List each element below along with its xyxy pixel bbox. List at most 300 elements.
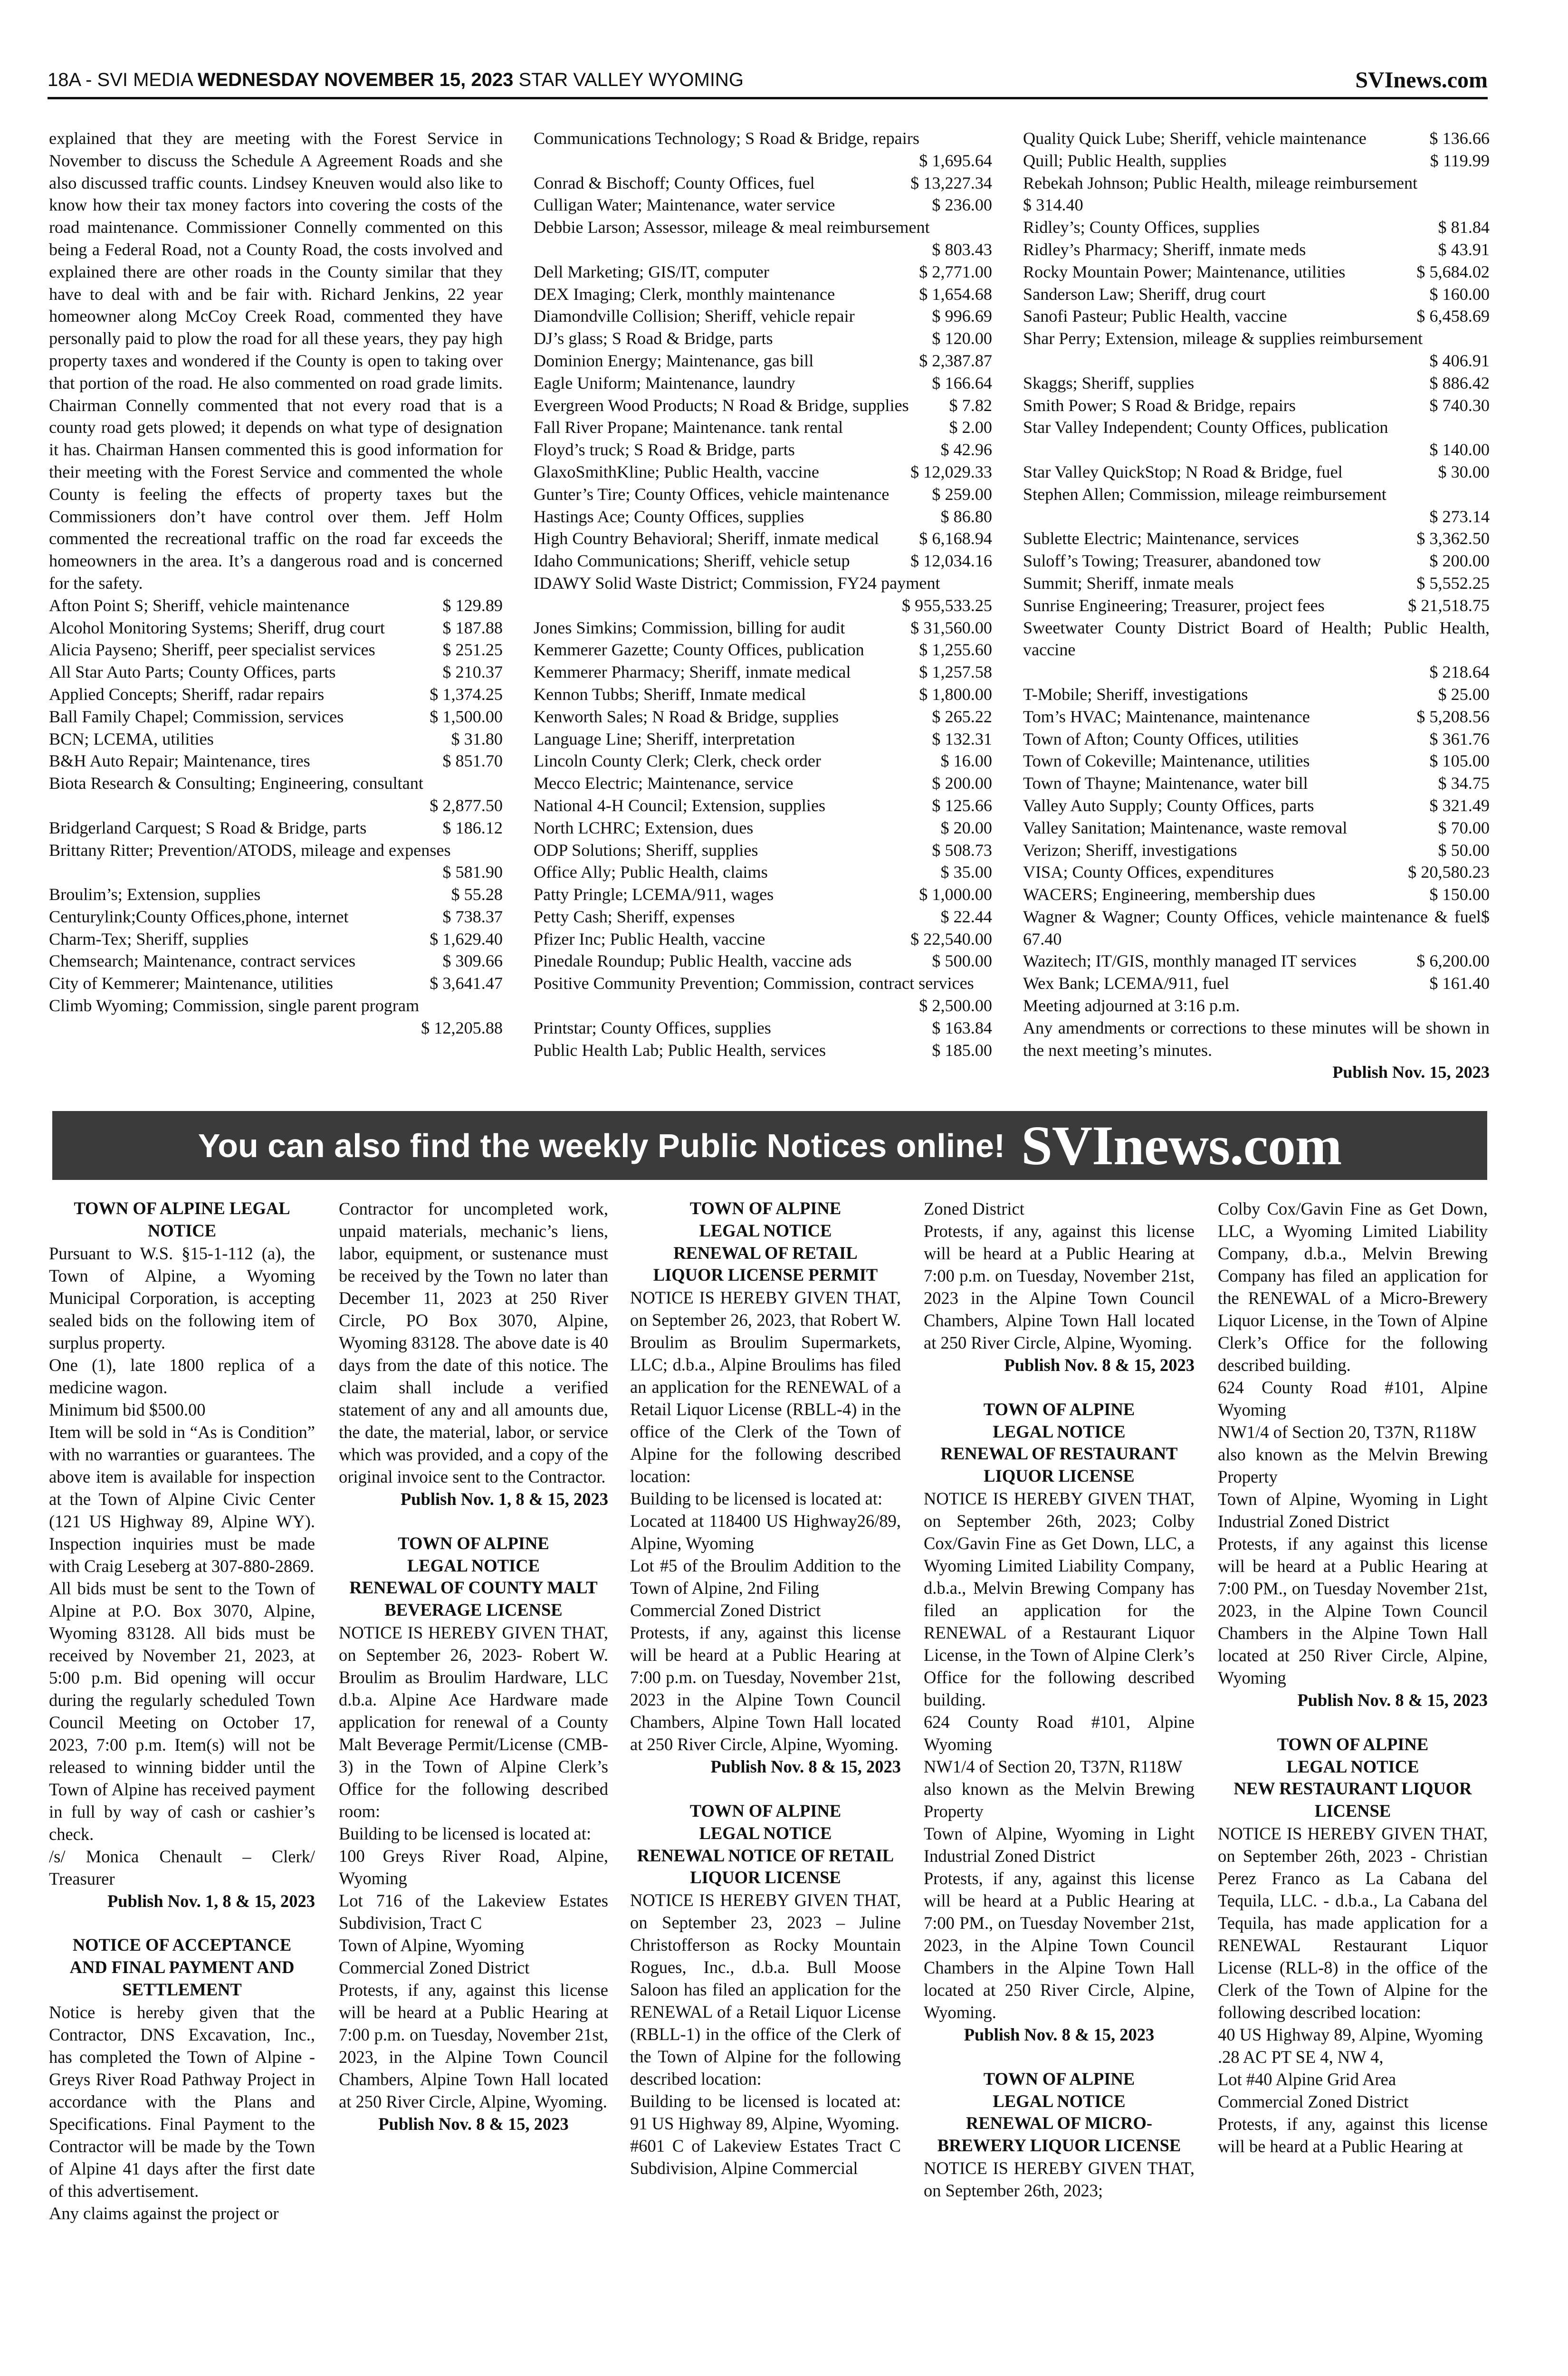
expense-entry bbox=[49, 683, 503, 706]
expense-entry bbox=[534, 906, 992, 928]
notice-text: 624 County Road #101, Alpine Wyoming bbox=[1218, 1378, 1488, 1419]
expense-entry bbox=[534, 772, 992, 795]
notice-heading: LIQUOR LICENSE bbox=[984, 1466, 1135, 1486]
expense-entry bbox=[1023, 216, 1490, 239]
expense-description: Petty Cash; Sheriff, expenses bbox=[534, 907, 735, 926]
expense-amount: $ 136.66 bbox=[1429, 129, 1490, 148]
notice-text: One (1), late 1800 replica of a medicine wagon. bbox=[49, 1355, 315, 1397]
notice-heading: LEGAL NOTICE bbox=[993, 1421, 1126, 1441]
expense-description: Office Ally; Public Health, claims bbox=[534, 862, 768, 882]
expense-entry bbox=[49, 972, 503, 995]
expense-entry bbox=[1023, 972, 1490, 995]
notice-text: Lot 716 of the Lakeview Estates Subdivision, Tract C bbox=[339, 1890, 608, 1933]
banner-text: You can also find the weekly Public Notices online! bbox=[198, 1127, 1005, 1164]
expense-description: National 4-H Council; Extension, supplies bbox=[534, 795, 826, 815]
notice-text: NOTICE IS HEREBY GIVEN THAT, on September 26th, 2023; bbox=[924, 2158, 1195, 2200]
header-rule bbox=[48, 97, 1488, 99]
expense-amount: $ 185.00 bbox=[932, 1040, 992, 1060]
expense-entry bbox=[534, 839, 992, 862]
notice-text: Protests, if any, against this license will be heard at a Public Hearing at 7:00 p.m. on Tuesday, November 21st, 2023 in the Alpine Town Council Chambers, Alpine Town Hall located at 250 River Circle, Alpine, Wyoming. bbox=[924, 1221, 1195, 1352]
expense-amount: $ 186.12 bbox=[442, 818, 503, 837]
expense-entry bbox=[534, 550, 992, 572]
expense-entry: Sweetwater County District Board of Health; Public Health, vaccine bbox=[1023, 618, 1490, 660]
expense-description: Ridley’s; County Offices, supplies bbox=[1023, 218, 1260, 237]
expense-description: Quality Quick Lube; Sheriff, vehicle maintenance bbox=[1023, 129, 1367, 148]
notice-text: Lot #5 of the Broulim Addition to the Town of Alpine, 2nd Filing bbox=[630, 1556, 901, 1598]
expense-description: WACERS; Engineering, membership dues bbox=[1023, 885, 1316, 904]
expense-amount: $ 3,641.47 bbox=[430, 974, 503, 993]
expense-amount: $ 140.00 bbox=[1429, 440, 1490, 460]
expense-entry bbox=[1023, 150, 1490, 172]
expense-amount: $ 321.49 bbox=[1429, 795, 1490, 815]
notice-heading: LICENSE bbox=[1314, 1801, 1391, 1821]
expense-description: Kenworth Sales; N Road & Bridge, supplies bbox=[534, 707, 839, 726]
notice-text: NOTICE IS HEREBY GIVEN THAT, on September 26th, 2023 - Christian Perez Franco as La Cabana del Tequila, LLC. - d.b.a., La Cabana del Tequila, has made application for a RENEWAL Restaurant Liquor License (RLL-8) in the office of the Clerk of the Town of Alpine for the following described location: bbox=[1218, 1823, 1488, 2022]
amendments-note: Any amendments or corrections to these minutes will be shown in the next meeting’s minutes. bbox=[1023, 1018, 1490, 1060]
expense-entry bbox=[534, 1017, 992, 1039]
expense-description: B&H Auto Repair; Maintenance, tires bbox=[49, 751, 310, 771]
expense-amount: $ 20,580.23 bbox=[1408, 862, 1490, 882]
expense-description: Centurylink;County Offices,phone, internet bbox=[49, 907, 349, 926]
expense-entry bbox=[49, 639, 503, 661]
expense-description: Gunter’s Tire; County Offices, vehicle maintenance bbox=[534, 484, 889, 504]
header-site[interactable]: SVInews.com bbox=[1355, 67, 1488, 93]
expense-amount: $ 218.64 bbox=[1429, 662, 1490, 682]
expense-amount: $ 166.64 bbox=[932, 373, 992, 393]
publish-line: Publish Nov. 8 & 15, 2023 bbox=[964, 2024, 1155, 2044]
notice-text: Building to be licensed is located at: bbox=[339, 1823, 592, 1843]
expense-description: Sunrise Engineering; Treasurer, project fees bbox=[1023, 595, 1325, 615]
expense-amount: $ 5,684.02 bbox=[1416, 262, 1490, 281]
expense-amount: $ 309.66 bbox=[442, 951, 503, 971]
header-location: STAR VALLEY WYOMING bbox=[513, 69, 744, 90]
expense-amount: $ 406.91 bbox=[1429, 351, 1490, 370]
expense-description: Idaho Communications; Sheriff, vehicle setup bbox=[534, 551, 850, 571]
expense-description: DJ’s glass; S Road & Bridge, parts bbox=[534, 329, 773, 348]
expense-amount: $ 508.73 bbox=[932, 840, 992, 860]
notice-text: Protests, if any against this license will be heard at a Public Hearing at 7:00 PM., on Tuesday November 21st, 2023, in the Alpine Town Council Chambers in the Alpine Town Hall located at 250 River Circle, Alpine, Wyoming bbox=[1218, 1534, 1488, 1687]
notice-heading: TOWN OF ALPINE bbox=[983, 1399, 1135, 1419]
expense-amount: $ 803.43 bbox=[932, 240, 992, 259]
expense-amount: $ 236.00 bbox=[932, 195, 992, 215]
expense-amount: $ 129.89 bbox=[442, 595, 503, 615]
expense-description: Tom’s HVAC; Maintenance, maintenance bbox=[1023, 707, 1310, 726]
expense-amount: $ 31,560.00 bbox=[910, 618, 992, 637]
expense-entry: Brittany Ritter; Prevention/ATODS, mileage and expenses bbox=[49, 840, 451, 860]
expense-amount: $ 132.31 bbox=[932, 729, 992, 748]
expense-list-1 bbox=[49, 594, 503, 1039]
notice-heading: BEVERAGE LICENSE bbox=[384, 1600, 563, 1620]
header-dateline bbox=[48, 69, 744, 91]
publish-line: Publish Nov. 8 & 15, 2023 bbox=[378, 2114, 569, 2134]
expense-amount: $ 581.90 bbox=[442, 862, 503, 882]
expense-entry bbox=[534, 327, 992, 350]
expense-amount: $ 31.80 bbox=[451, 729, 503, 748]
expense-amount: $ 161.40 bbox=[1429, 974, 1490, 993]
expense-entry bbox=[534, 461, 992, 483]
expense-amount: $ 1,654.68 bbox=[919, 284, 992, 304]
notice-text: Zoned District bbox=[924, 1199, 1024, 1218]
expense-entry: IDAWY Solid Waste District; Commission, FY24 payment bbox=[534, 573, 940, 593]
notice-text: Lot #40 Alpine Grid Area bbox=[1218, 2069, 1396, 2089]
expense-entry bbox=[1023, 283, 1490, 306]
notice-heading: TOWN OF ALPINE bbox=[1277, 1734, 1429, 1754]
expense-description: Ball Family Chapel; Commission, services bbox=[49, 707, 344, 726]
expense-entry bbox=[534, 661, 992, 683]
publish-line: Publish Nov. 15, 2023 bbox=[1332, 1063, 1490, 1082]
expense-amount: $ 81.84 bbox=[1438, 218, 1490, 237]
expense-entry bbox=[534, 639, 992, 661]
publish-line: Publish Nov. 1, 8 & 15, 2023 bbox=[107, 1891, 315, 1911]
expense-amount: $ 12,034.16 bbox=[910, 551, 992, 571]
expense-entry bbox=[1023, 728, 1490, 750]
notice-text: 100 Greys River Road, Alpine, Wyoming bbox=[339, 1846, 608, 1888]
notice-text: Commercial Zoned District bbox=[1218, 2091, 1409, 2111]
expense-entry bbox=[49, 617, 503, 639]
expense-amount: $ 7.82 bbox=[949, 395, 992, 415]
expense-description: Town of Thayne; Maintenance, water bill bbox=[1023, 774, 1308, 793]
expense-description: Town of Cokeville; Maintenance, utilities bbox=[1023, 751, 1310, 771]
expense-entry: Communications Technology; S Road & Bridge, repairs bbox=[534, 129, 919, 148]
notice-text: Protests, if any, against this license will be heard at a Public Hearing at 7:00 PM., on Tuesday November 21st, 2023, in the Alpine Town Council Chambers in the Alpine Town Hall located at 250 River Circle, Alpine, Wyoming. bbox=[924, 1868, 1195, 2022]
expense-entry bbox=[1023, 683, 1490, 706]
notice-text: All bids must be sent to the Town of Alpine at P.O. Box 3070, Alpine, Wyoming 83128. All bids must be received by November 21, 2023, at 5:00 p.m. Bid opening will occur during the regularly scheduled Town Council Meeting on October 17, 2023, 7:00 p.m. Item(s) will not be released to winning bidder until the Town of Alpine has received payment in full by way of cash or cashier’s check. bbox=[49, 1578, 315, 1844]
notice-heading: TOWN OF ALPINE LEGAL bbox=[74, 1198, 290, 1218]
expense-description: Wazitech; IT/GIS, monthly managed IT services bbox=[1023, 951, 1357, 971]
expense-entry bbox=[534, 527, 992, 550]
expense-amount: $ 187.88 bbox=[442, 618, 503, 637]
notice-heading: RENEWAL OF COUNTY MALT bbox=[349, 1578, 598, 1598]
expense-entry bbox=[49, 950, 503, 972]
expense-amount: $ 1,000.00 bbox=[919, 885, 992, 904]
expense-amount: $ 6,168.94 bbox=[919, 529, 992, 548]
expense-amount: $ 42.96 bbox=[940, 440, 992, 460]
expense-entry bbox=[49, 906, 503, 928]
expense-description: BCN; LCEMA, utilities bbox=[49, 729, 214, 748]
expense-description: Fall River Propane; Maintenance. tank rental bbox=[534, 418, 843, 437]
expense-entry bbox=[1023, 572, 1490, 594]
expense-amount: $ 886.42 bbox=[1429, 373, 1490, 393]
expense-description: Applied Concepts; Sheriff, radar repairs bbox=[49, 684, 325, 704]
expense-amount: $ 12,029.33 bbox=[910, 462, 992, 481]
expense-entry bbox=[534, 194, 992, 216]
notice-heading: TOWN OF ALPINE bbox=[689, 1801, 841, 1820]
expense-amount: $ 955,533.25 bbox=[902, 595, 992, 615]
expense-amount: $ 50.00 bbox=[1438, 840, 1490, 860]
expense-description: Wex Bank; LCEMA/911, fuel bbox=[1023, 974, 1229, 993]
expense-entry bbox=[1023, 127, 1490, 150]
page-header bbox=[48, 65, 1488, 95]
expense-entry bbox=[534, 861, 992, 883]
expense-entry bbox=[49, 728, 503, 750]
expense-description: High Country Behavioral; Sheriff, inmate medical bbox=[534, 529, 879, 548]
expense-amount: $ 3,362.50 bbox=[1416, 529, 1490, 548]
notice-heading: LEGAL NOTICE bbox=[1286, 1756, 1419, 1776]
expense-amount: $ 34.75 bbox=[1438, 774, 1490, 793]
expense-description: Afton Point S; Sheriff, vehicle maintenance bbox=[49, 595, 350, 615]
expense-list-3 bbox=[1023, 127, 1490, 995]
meeting-adjourned: Meeting adjourned at 3:16 p.m. bbox=[1023, 996, 1240, 1016]
expense-amount: $ 200.00 bbox=[1429, 551, 1490, 571]
expense-amount: $ 738.37 bbox=[442, 907, 503, 926]
expense-entry bbox=[1023, 394, 1490, 417]
notice-heading: AND FINAL PAYMENT AND bbox=[69, 1957, 295, 1977]
expense-entry: Stephen Allen; Commission, mileage reimbursement bbox=[1023, 484, 1386, 504]
expense-amount: $ 70.00 bbox=[1438, 818, 1490, 837]
expense-entry bbox=[534, 883, 992, 906]
notice-text: NW1/4 of Section 20, T37N, R118W bbox=[1218, 1422, 1477, 1442]
notice-heading: LEGAL NOTICE bbox=[407, 1555, 540, 1575]
expense-amount: $ 86.80 bbox=[940, 507, 992, 526]
notice-text: Item will be sold in “As is Condition” with no warranties or guarantees. The above item is available for inspection at the Town of Alpine Civic Center (121 US Highway 89, Alpine WY). Inspection inquiries must be made with Craig Leseberg at 307-880-2869. bbox=[49, 1422, 315, 1576]
expense-amount: $ 2,387.87 bbox=[919, 351, 992, 370]
expense-amount: $ 1,255.60 bbox=[919, 640, 992, 660]
expense-amount: $ 43.91 bbox=[1438, 240, 1490, 259]
expense-amount: $ 851.70 bbox=[442, 751, 503, 771]
publish-line: Publish Nov. 1, 8 & 15, 2023 bbox=[400, 1489, 608, 1509]
expense-amount: $ 2.00 bbox=[949, 418, 992, 437]
online-notices-banner[interactable] bbox=[52, 1111, 1487, 1180]
expense-amount: $ 150.00 bbox=[1429, 885, 1490, 904]
notice-text: Town of Alpine, Wyoming bbox=[339, 1935, 524, 1955]
expense-description: Kemmerer Pharmacy; Sheriff, inmate medical bbox=[534, 662, 851, 682]
notice-text: 40 US Highway 89, Alpine, Wyoming bbox=[1218, 2024, 1483, 2044]
notice-text: Minimum bid $500.00 bbox=[49, 1399, 206, 1419]
expense-amount: $ 1,800.00 bbox=[919, 684, 992, 704]
header-date: WEDNESDAY NOVEMBER 15, 2023 bbox=[197, 69, 514, 90]
notice-text: Commercial Zoned District bbox=[630, 1600, 821, 1620]
expense-description: Patty Pringle; LCEMA/911, wages bbox=[534, 885, 774, 904]
notice-heading: LIQUOR LICENSE PERMIT bbox=[653, 1265, 878, 1285]
expense-amount: $ 210.37 bbox=[442, 662, 503, 682]
expense-amount: $ 265.22 bbox=[932, 707, 992, 726]
expense-amount: $ 1,629.40 bbox=[430, 929, 503, 948]
publish-line: Publish Nov. 8 & 15, 2023 bbox=[1297, 1690, 1488, 1710]
expense-entry bbox=[534, 795, 992, 817]
expense-amount: $ 22.44 bbox=[940, 907, 992, 926]
expense-amount: $ 1,695.64 bbox=[919, 151, 992, 170]
notice-text: Building to be licensed is located at: 91 US Highway 89, Alpine, Wyoming. bbox=[630, 2091, 901, 2134]
expense-description: Conrad & Bischoff; County Offices, fuel bbox=[534, 173, 815, 192]
notice-text: NOTICE IS HEREBY GIVEN THAT, on September 26th, 2023; Colby Cox/Gavin Fine as Get Down, LLC, a Wyoming Limited Liability Company, d.b.a., Melvin Brewing Company has filed an application for the RENEWAL of a Restaurant Liquor License, in the Town of Alpine Clerk’s Office for the following described building. bbox=[924, 1488, 1195, 1709]
expense-amount: $ 163.84 bbox=[932, 1018, 992, 1037]
expense-description: Sanofi Pasteur; Public Health, vaccine bbox=[1023, 307, 1287, 326]
expense-description: Bridgerland Carquest; S Road & Bridge, parts bbox=[49, 818, 367, 837]
expense-entry: Wagner & Wagner; County Offices, vehicle maintenance & fuel$ 67.40 bbox=[1023, 907, 1490, 948]
expense-entry bbox=[49, 706, 503, 728]
notice-heading: LEGAL NOTICE bbox=[993, 2091, 1126, 2111]
expense-description: Charm-Tex; Sheriff, supplies bbox=[49, 929, 249, 948]
expense-description: VISA; County Offices, expenditures bbox=[1023, 862, 1274, 882]
minutes-column-3 bbox=[1023, 127, 1490, 1083]
expense-description: Rocky Mountain Power; Maintenance, utilities bbox=[1023, 262, 1346, 281]
expense-amount: $ 273.14 bbox=[1429, 507, 1490, 526]
expense-description: Summit; Sheriff, inmate meals bbox=[1023, 573, 1234, 593]
notice-text: Protests, if any, against this license will be heard at a Public Hearing at 7:00 p.m. on Tuesday, November 21st, 2023 in the Alpine Town Council Chambers, Alpine Town Hall located at 250 River Circle, Alpine, Wyoming. bbox=[630, 1623, 901, 1754]
expense-entry bbox=[1023, 817, 1490, 839]
expense-entry bbox=[534, 305, 992, 327]
expense-description: Star Valley QuickStop; N Road & Bridge, fuel bbox=[1023, 462, 1343, 481]
expense-description: Pinedale Roundup; Public Health, vaccine ads bbox=[534, 951, 852, 971]
notice-text: Protests, if any, against this license will be heard at a Public Hearing at bbox=[1218, 2114, 1488, 2156]
notices-column-3 bbox=[630, 1198, 901, 2179]
expense-description: Lincoln County Clerk; Clerk, check order bbox=[534, 751, 821, 771]
notice-text: Building to be licensed is located at: bbox=[630, 1489, 883, 1509]
expense-entry bbox=[1023, 461, 1490, 483]
expense-amount: $ 996.69 bbox=[932, 307, 992, 326]
expense-amount: $ 6,458.69 bbox=[1416, 307, 1490, 326]
expense-description: Evergreen Wood Products; N Road & Bridge, supplies bbox=[534, 395, 909, 415]
notice-text: NOTICE IS HEREBY GIVEN THAT, on September 26, 2023- Robert W. Broulim as Broulim Hardware, LLC d.b.a. Alpine Ace Hardware made application for renewal of a County Malt Beverage Permit/License (CMB-3) in the Town of Alpine Clerk’s Office for the following described room: bbox=[339, 1622, 608, 1821]
expense-amount: $ 120.00 bbox=[932, 329, 992, 348]
expense-entry bbox=[534, 817, 992, 839]
expense-entry bbox=[534, 750, 992, 772]
expense-entry bbox=[534, 350, 992, 372]
notices-column-2 bbox=[339, 1198, 608, 2135]
notice-text: /s/ Monica Chenault – Clerk/ Treasurer bbox=[49, 1846, 315, 1888]
expense-description: Broulim’s; Extension, supplies bbox=[49, 885, 261, 904]
minutes-paragraph: explained that they are meeting with the Forest Service in November to discuss the Schedule A Agreement Roads and she also discussed traffic counts. Lindsey Kneuven would also like to know how their tax money factors into covering the costs of the road maintenance. Commissioner Connelly commented on this being a Federal Road, not a County Road, the costs involved and explained there are other roads in the County similar that they have to deal with and be fair with. Richard Jenkins, 22 year homeowner along McCoy Creek Road, commented they have personally paid to plow the road for all these years, they pay high property taxes and wondered if the County is open to taking over that portion of the road. He also commented on road grade limits. Chairman Connelly commented that not every road that is a county road gets plowed; it depends on what type of designation it has. Chairman Hansen commented this is good information for their meeting with the Forest Service and commented the whole County is feeling the effects of property taxes but the Commissioners don’t have control over them. Jeff Holm commented the recreational traffic on the road far exceeds the homeowners in the area. It’s a dangerous road and is concerned for the safety. bbox=[49, 129, 503, 593]
expense-description: Dominion Energy; Maintenance, gas bill bbox=[534, 351, 814, 370]
expense-description: Ridley’s Pharmacy; Sheriff, inmate meds bbox=[1023, 240, 1306, 259]
expense-description: Kennon Tubbs; Sheriff, Inmate medical bbox=[534, 684, 806, 704]
expense-entry bbox=[534, 372, 992, 394]
notices-column-1 bbox=[49, 1198, 315, 2224]
expense-description: Chemsearch; Maintenance, contract services bbox=[49, 951, 356, 971]
expense-entry bbox=[1023, 772, 1490, 795]
expense-entry bbox=[49, 817, 503, 839]
notice-text: 624 County Road #101, Alpine Wyoming bbox=[924, 1712, 1195, 1754]
expense-amount: $ 1,500.00 bbox=[430, 707, 503, 726]
notice-text: Contractor for uncompleted work, unpaid materials, mechanic’s liens, labor, equipment, or sustenance must be received by the Town no later than December 11, 2023 at 250 River Circle, PO Box 3070, Alpine, Wyoming 83128. The above date is 40 days from the date of this notice. The claim shall include a verified statement of any and all amounts due, the date, the material, labor, or service which was provided, and a copy of the original invoice sent to the Contractor. bbox=[339, 1199, 608, 1486]
notice-text: Notice is hereby given that the Contractor, DNS Excavation, Inc., has completed the Town of Alpine - Greys River Road Pathway Project in accordance with the Plans and Specifications. Final Payment to the Contractor will be made by the Town of Alpine 41 days after the first date of this advertisement. bbox=[49, 2002, 315, 2201]
expense-amount: $ 6,200.00 bbox=[1416, 951, 1490, 971]
notice-text: Pursuant to W.S. §15-1-112 (a), the Town of Alpine, a Wyoming Municipal Corporation, is accepting sealed bids on the following item of surplus property. bbox=[49, 1243, 315, 1352]
notice-text: NOTICE IS HEREBY GIVEN THAT, on September 23, 2023 – Juline Christofferson as Rocky Mountain Rogues, Inc., d.b.a. Bull Moose Saloon has filed an application for the RENEWAL of a Retail Liquor License (RBLL-1) in the office of the Clerk of the Town of Alpine for the following described location: bbox=[630, 1890, 901, 2089]
notices-column-4 bbox=[924, 1198, 1195, 2202]
expense-amount: $ 105.00 bbox=[1429, 751, 1490, 771]
expense-entry bbox=[1023, 950, 1490, 972]
expense-description: Jones Simkins; Commission, billing for audit bbox=[534, 618, 845, 637]
expense-amount: $ 200.00 bbox=[932, 774, 992, 793]
expense-description: Mecco Electric; Maintenance, service bbox=[534, 774, 794, 793]
expense-amount: $ 1,257.58 bbox=[919, 662, 992, 682]
expense-entry bbox=[49, 594, 503, 617]
expense-entry bbox=[534, 416, 992, 439]
expense-amount: $ 160.00 bbox=[1429, 284, 1490, 304]
expense-entry bbox=[534, 1039, 992, 1062]
notice-text: Commercial Zoned District bbox=[339, 1957, 530, 1977]
expense-description: Sublette Electric; Maintenance, services bbox=[1023, 529, 1299, 548]
expense-entry bbox=[534, 483, 992, 506]
expense-description: DEX Imaging; Clerk, monthly maintenance bbox=[534, 284, 835, 304]
expense-entry bbox=[1023, 706, 1490, 728]
notice-heading: TOWN OF ALPINE bbox=[983, 2069, 1135, 2089]
expense-entry bbox=[1023, 261, 1490, 283]
expense-description: Quill; Public Health, supplies bbox=[1023, 151, 1227, 170]
expense-description: Public Health Lab; Public Health, services bbox=[534, 1040, 826, 1060]
expense-description: Pfizer Inc; Public Health, vaccine bbox=[534, 929, 765, 948]
notice-heading: TOWN OF ALPINE bbox=[689, 1198, 841, 1218]
expense-amount: $ 740.30 bbox=[1429, 395, 1490, 415]
expense-description: Suloff’s Towing; Treasurer, abandoned tow bbox=[1023, 551, 1321, 571]
notice-text: NW1/4 of Section 20, T37N, R118W bbox=[924, 1756, 1183, 1776]
expense-description: Town of Afton; County Offices, utilities bbox=[1023, 729, 1299, 748]
expense-entry: Debbie Larson; Assessor, mileage & meal reimbursement bbox=[534, 218, 930, 237]
notices-column-5 bbox=[1218, 1198, 1488, 2157]
expense-description: Dell Marketing; GIS/IT, computer bbox=[534, 262, 769, 281]
expense-amount: $ 251.25 bbox=[442, 640, 503, 660]
notice-text: also known as the Melvin Brewing Property bbox=[924, 1779, 1195, 1821]
expense-entry bbox=[1023, 305, 1490, 327]
expense-entry bbox=[1023, 861, 1490, 883]
notice-heading: LEGAL NOTICE bbox=[699, 1220, 832, 1240]
expense-entry: Rebekah Johnson; Public Health, mileage reimbursement bbox=[1023, 173, 1418, 192]
expense-entry: Positive Community Prevention; Commission, contract services bbox=[534, 974, 974, 993]
expense-entry bbox=[534, 706, 992, 728]
expense-amount: $ 35.00 bbox=[940, 862, 992, 882]
expense-entry bbox=[534, 394, 992, 417]
expense-entry bbox=[1023, 750, 1490, 772]
notice-text: Located at 118400 US Highway26/89, Alpine, Wyoming bbox=[630, 1511, 901, 1553]
expense-amount: $ 12,205.88 bbox=[421, 1018, 503, 1037]
expense-amount: $ 125.66 bbox=[932, 795, 992, 815]
expense-description: Language Line; Sheriff, interpretation bbox=[534, 729, 795, 748]
expense-entry bbox=[1023, 239, 1490, 261]
expense-entry bbox=[1023, 527, 1490, 550]
expense-description: ODP Solutions; Sheriff, supplies bbox=[534, 840, 758, 860]
expense-entry bbox=[49, 750, 503, 772]
minutes-column-2 bbox=[534, 127, 992, 1061]
expense-description: Alicia Payseno; Sheriff, peer specialist services bbox=[49, 640, 375, 660]
expense-entry bbox=[534, 283, 992, 306]
publish-line: Publish Nov. 8 & 15, 2023 bbox=[1004, 1355, 1195, 1375]
notice-text: Any claims against the project or bbox=[49, 2203, 279, 2223]
expense-description: Valley Sanitation; Maintenance, waste removal bbox=[1023, 818, 1348, 837]
expense-description: GlaxoSmithKline; Public Health, vaccine bbox=[534, 462, 819, 481]
notice-text: NOTICE IS HEREBY GIVEN THAT, on September 26, 2023, that Robert W. Broulim as Broulim Supermarkets, LLC; d.b.a., Alpine Broulims has filed an application for the RENEWAL of a Retail Liquor License (RBLL-4) in the office of the Clerk of the Town of Alpine for the following described location: bbox=[630, 1288, 901, 1486]
expense-entry bbox=[534, 617, 992, 639]
expense-entry bbox=[534, 683, 992, 706]
expense-description: Skaggs; Sheriff, supplies bbox=[1023, 373, 1195, 393]
expense-description: Floyd’s truck; S Road & Bridge, parts bbox=[534, 440, 795, 460]
notice-heading: RENEWAL OF RESTAURANT bbox=[940, 1444, 1178, 1464]
expense-entry: Star Valley Independent; County Offices, publication bbox=[1023, 418, 1388, 437]
expense-description: All Star Auto Parts; County Offices, parts bbox=[49, 662, 336, 682]
expense-description: Alcohol Monitoring Systems; Sheriff, drug court bbox=[49, 618, 385, 637]
notice-heading: TOWN OF ALPINE bbox=[398, 1533, 549, 1553]
notice-text: Town of Alpine, Wyoming in Light Industrial Zoned District bbox=[1218, 1489, 1488, 1531]
expense-entry bbox=[534, 928, 992, 950]
expense-list-2 bbox=[534, 127, 992, 1061]
expense-amount: $ 119.99 bbox=[1430, 151, 1490, 170]
expense-amount: $ 21,518.75 bbox=[1408, 595, 1490, 615]
expense-entry bbox=[534, 506, 992, 528]
expense-entry bbox=[1023, 372, 1490, 394]
expense-amount: $ 314.40 bbox=[1023, 195, 1083, 215]
notice-heading: NOTICE bbox=[147, 1220, 216, 1240]
notice-heading: RENEWAL OF MICRO- bbox=[966, 2113, 1153, 2133]
expense-entry: Biota Research & Consulting; Engineering, consultant bbox=[49, 774, 423, 793]
expense-amount: $ 25.00 bbox=[1438, 684, 1490, 704]
expense-description: Printstar; County Offices, supplies bbox=[534, 1018, 771, 1037]
expense-entry: Shar Perry; Extension, mileage & supplies reimbursement bbox=[1023, 329, 1423, 348]
notice-heading: RENEWAL NOTICE OF RETAIL bbox=[637, 1845, 894, 1865]
expense-amount: $ 1,374.25 bbox=[430, 684, 503, 704]
expense-amount: $ 13,227.34 bbox=[910, 173, 992, 192]
notice-heading: NOTICE OF ACCEPTANCE bbox=[72, 1935, 292, 1955]
expense-description: Smith Power; S Road & Bridge, repairs bbox=[1023, 395, 1296, 415]
